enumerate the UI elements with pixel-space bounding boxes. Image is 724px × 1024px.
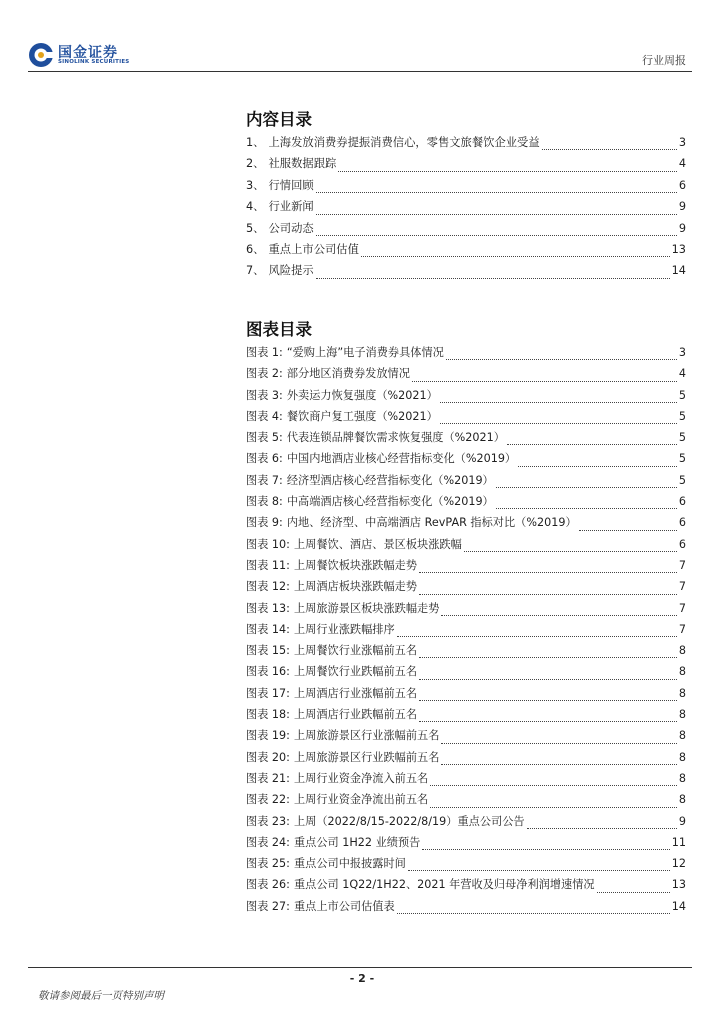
figure-page: 5 <box>678 409 686 423</box>
toc-entry[interactable] <box>246 220 686 241</box>
figure-number: 图表 21: <box>246 771 290 785</box>
figure-entry[interactable] <box>246 791 686 812</box>
figure-number: 图表 25: <box>246 857 290 871</box>
figure-page: 8 <box>678 793 686 807</box>
figure-number: 图表 18: <box>246 708 290 722</box>
figure-entry[interactable] <box>246 876 686 897</box>
figure-label: 中国内地酒店业核心经营指标变化（%2019） <box>286 452 517 466</box>
figure-entry[interactable] <box>246 387 686 408</box>
sinolink-logo-icon <box>28 42 54 68</box>
figure-page: 8 <box>678 771 686 785</box>
figure-page: 14 <box>671 899 686 913</box>
company-logo[interactable] <box>28 40 138 70</box>
dot-leader <box>527 828 677 829</box>
figure-number: 图表 4: <box>246 409 283 423</box>
toc-label: 风险提示 <box>268 264 314 278</box>
figure-number: 图表 15: <box>246 644 290 658</box>
toc-page: 14 <box>671 264 686 278</box>
dot-leader <box>316 214 677 215</box>
figure-entry[interactable] <box>246 621 686 642</box>
figure-entry[interactable] <box>246 706 686 727</box>
toc-page: 13 <box>671 242 686 256</box>
figure-label: 上周旅游景区板块涨跌幅走势 <box>293 601 440 615</box>
figure-number: 图表 10: <box>246 537 290 551</box>
figure-entry[interactable] <box>246 663 686 684</box>
figure-entry[interactable] <box>246 642 686 663</box>
figure-label: “爱购上海”电子消费券具体情况 <box>286 346 444 359</box>
dot-leader <box>441 615 676 616</box>
figure-page: 7 <box>678 601 686 615</box>
figure-page: 8 <box>678 729 686 743</box>
dot-leader <box>419 700 677 701</box>
figure-page: 5 <box>678 452 686 466</box>
dot-leader <box>496 487 677 488</box>
figure-page: 6 <box>678 495 686 509</box>
figure-entry[interactable] <box>246 749 686 770</box>
figure-label: 上周旅游景区行业跌幅前五名 <box>293 750 440 764</box>
dot-leader <box>464 551 677 552</box>
toc-label: 行情回顾 <box>268 178 314 192</box>
figure-page: 5 <box>678 473 686 487</box>
figure-page: 11 <box>671 835 686 849</box>
logo-english-name: SINOLINK SECURITIES <box>58 59 130 65</box>
figure-entry[interactable] <box>246 898 686 919</box>
dot-leader <box>579 530 677 531</box>
figure-page: 6 <box>678 537 686 551</box>
figure-number: 图表 6: <box>246 452 283 466</box>
figure-number: 图表 24: <box>246 835 290 849</box>
figures-list <box>246 344 686 919</box>
toc-number: 4、 <box>246 200 265 214</box>
dot-leader <box>597 892 670 893</box>
figure-number: 图表 9: <box>246 516 283 530</box>
dot-leader <box>446 359 677 360</box>
dot-leader <box>419 594 677 595</box>
figure-number: 图表 2: <box>246 367 283 381</box>
contents-list <box>246 134 686 284</box>
dot-leader <box>422 849 669 850</box>
figure-label: 上周酒店板块涨跌幅走势 <box>293 580 418 594</box>
figure-entry[interactable] <box>246 600 686 621</box>
toc-page: 9 <box>678 221 686 235</box>
figure-number: 图表 11: <box>246 558 290 572</box>
figure-label: 重点公司中报披露时间 <box>293 857 406 871</box>
figure-label: 上周行业资金净流入前五名 <box>293 771 429 785</box>
dot-leader <box>430 785 677 786</box>
dot-leader <box>412 381 677 382</box>
dot-leader <box>419 679 677 680</box>
figure-entry[interactable] <box>246 578 686 599</box>
dot-leader <box>507 444 677 445</box>
figure-number: 图表 23: <box>246 814 290 828</box>
figure-label: 上周酒店行业涨幅前五名 <box>293 686 418 700</box>
figure-label: 内地、经济型、中高端酒店 RevPAR 指标对比（%2019） <box>286 516 577 530</box>
figure-page: 7 <box>678 622 686 636</box>
figure-number: 图表 16: <box>246 665 290 679</box>
toc-entry[interactable] <box>246 155 686 176</box>
dot-leader <box>542 149 677 150</box>
figure-number: 图表 8: <box>246 495 283 509</box>
toc-number: 5、 <box>246 221 265 235</box>
dot-leader <box>496 508 677 509</box>
dot-leader <box>361 256 670 257</box>
toc-page: 6 <box>678 178 686 192</box>
figure-label: 重点上市公司估值表 <box>293 899 395 913</box>
figure-label: 餐饮商户复工强度（%2021） <box>286 409 438 423</box>
toc-entry[interactable] <box>246 262 686 283</box>
toc-label: 行业新闻 <box>268 200 314 214</box>
figure-number: 图表 27: <box>246 899 290 913</box>
report-type-label: 行业周报 <box>642 54 686 67</box>
toc-number: 3、 <box>246 178 265 192</box>
figure-page: 8 <box>678 750 686 764</box>
figure-entry[interactable] <box>246 450 686 471</box>
figure-entry[interactable] <box>246 834 686 855</box>
figure-number: 图表 13: <box>246 601 290 615</box>
toc-label: 社服数据跟踪 <box>268 157 337 171</box>
dot-leader <box>316 192 677 193</box>
figure-label: 上周行业资金净流出前五名 <box>293 793 429 807</box>
toc-number: 2、 <box>246 157 265 171</box>
figure-entry[interactable] <box>246 685 686 706</box>
figure-entry[interactable] <box>246 536 686 557</box>
figure-page: 5 <box>678 431 686 445</box>
toc-entry[interactable] <box>246 134 686 155</box>
page-number: - 2 - <box>349 972 375 985</box>
page-header <box>0 0 724 72</box>
figure-number: 图表 22: <box>246 793 290 807</box>
figure-page: 5 <box>678 388 686 402</box>
figure-page: 12 <box>671 857 686 871</box>
figure-label: 上周行业涨跌幅排序 <box>293 622 395 636</box>
toc-entry[interactable] <box>246 198 686 219</box>
figure-label: 上周餐饮、酒店、景区板块涨跌幅 <box>293 537 462 551</box>
logo-chinese-name: 国金证券 <box>58 45 118 61</box>
dot-leader <box>316 235 677 236</box>
figure-entry[interactable] <box>246 344 686 365</box>
figure-number: 图表 14: <box>246 622 290 636</box>
figure-page: 4 <box>678 367 686 381</box>
figure-label: 上周旅游景区行业涨幅前五名 <box>293 729 440 743</box>
figure-page: 6 <box>678 516 686 530</box>
figure-number: 图表 20: <box>246 750 290 764</box>
dot-leader <box>441 743 676 744</box>
toc-title: 内容目录 <box>246 110 312 129</box>
figure-label: 外卖运力恢复强度（%2021） <box>286 388 438 402</box>
figure-entry[interactable] <box>246 493 686 514</box>
figure-entry[interactable] <box>246 472 686 493</box>
dot-leader <box>419 657 677 658</box>
figure-number: 图表 17: <box>246 686 290 700</box>
figure-page: 3 <box>678 346 686 359</box>
dot-leader <box>419 721 677 722</box>
figure-entry[interactable] <box>246 408 686 429</box>
figure-label: 部分地区消费券发放情况 <box>286 367 410 381</box>
figure-entry[interactable] <box>246 770 686 791</box>
figure-label: 经济型酒店核心经营指标变化（%2019） <box>286 473 494 487</box>
dot-leader <box>316 278 670 279</box>
toc-label: 上海发放消费券提振消费信心，零售文旅餐饮企业受益 <box>268 136 540 149</box>
figure-entry[interactable] <box>246 514 686 535</box>
figure-number: 图表 5: <box>246 431 283 445</box>
dot-leader <box>397 636 677 637</box>
toc-number: 6、 <box>246 242 265 256</box>
figure-label: 代表连锁品牌餐饮需求恢复强度（%2021） <box>286 431 505 445</box>
dot-leader <box>397 913 670 914</box>
header-divider <box>28 71 692 72</box>
figure-entry[interactable] <box>246 813 686 834</box>
figure-page: 7 <box>678 558 686 572</box>
dot-leader <box>419 572 677 573</box>
figure-page: 13 <box>671 878 686 892</box>
dot-leader <box>518 466 677 467</box>
dot-leader <box>430 807 677 808</box>
figure-entry[interactable] <box>246 429 686 450</box>
toc-number: 7、 <box>246 264 265 278</box>
figure-entry[interactable] <box>246 557 686 578</box>
toc-number: 1、 <box>246 136 265 149</box>
figure-number: 图表 26: <box>246 878 290 892</box>
footer-divider <box>28 967 692 968</box>
dot-leader <box>440 402 677 403</box>
toc-page: 4 <box>678 157 686 171</box>
figure-page: 8 <box>678 686 686 700</box>
disclaimer-text: 敬请参阅最后一页特别声明 <box>38 990 164 1002</box>
figure-label: 上周酒店行业跌幅前五名 <box>293 708 418 722</box>
figure-page: 8 <box>678 644 686 658</box>
figure-number: 图表 1: <box>246 346 283 359</box>
toc-label: 公司动态 <box>268 221 314 235</box>
toc-label: 重点上市公司估值 <box>268 242 359 256</box>
figure-number: 图表 3: <box>246 388 283 402</box>
toc-entry[interactable] <box>246 177 686 198</box>
figure-label: 上周餐饮板块涨跌幅走势 <box>293 558 418 572</box>
figure-label: 上周餐饮行业涨幅前五名 <box>293 644 418 658</box>
dot-leader <box>441 764 676 765</box>
figure-label: 上周餐饮行业跌幅前五名 <box>293 665 418 679</box>
figure-page: 9 <box>678 814 686 828</box>
toc-entry[interactable] <box>246 241 686 262</box>
figure-number: 图表 19: <box>246 729 290 743</box>
figure-label: 重点公司 1H22 业绩预告 <box>293 835 421 849</box>
figure-entry[interactable] <box>246 727 686 748</box>
figure-number: 图表 7: <box>246 473 283 487</box>
figure-number: 图表 12: <box>246 580 290 594</box>
toc-page: 3 <box>678 136 686 149</box>
figures-title: 图表目录 <box>246 320 312 339</box>
figure-page: 8 <box>678 665 686 679</box>
figure-entry[interactable] <box>246 855 686 876</box>
figure-page: 7 <box>678 580 686 594</box>
dot-leader <box>338 171 677 172</box>
dot-leader <box>408 870 670 871</box>
figure-label: 中高端酒店核心经营指标变化（%2019） <box>286 495 494 509</box>
figure-entry[interactable] <box>246 365 686 386</box>
toc-page: 9 <box>678 200 686 214</box>
figure-label: 重点公司 1Q22/1H22、2021 年营收及归母净利润增速情况 <box>293 878 595 892</box>
figure-label: 上周（2022/8/15-2022/8/19）重点公司公告 <box>293 814 525 828</box>
figure-page: 8 <box>678 708 686 722</box>
dot-leader <box>440 423 677 424</box>
